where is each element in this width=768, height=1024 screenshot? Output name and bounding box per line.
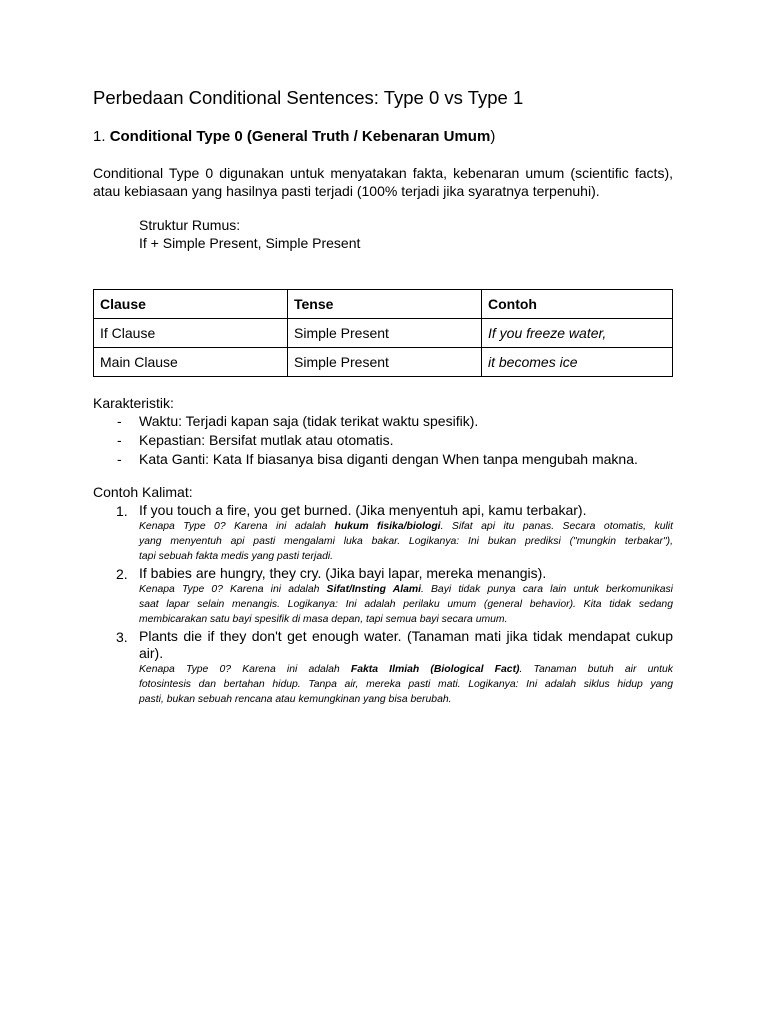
dash-bullet: -	[117, 413, 122, 429]
intro-line: atau kebiasaan yang hasilnya pasti terjadi (100% terjadi jika syaratnya terpenuhi).	[93, 183, 600, 199]
page-title: Perbedaan Conditional Sentences: Type 0 vs Type 1	[93, 87, 524, 108]
note-line: tapi sebuah fakta medis yang pasti terjadi.	[139, 551, 334, 562]
note-highlight: Fakta Ilmiah (Biological Fact)	[350, 664, 520, 675]
note-text: . Bayi tidak punya cara lain untuk berkomunikasi	[421, 584, 673, 595]
dash-bullet: -	[117, 451, 122, 467]
example-sentence: If you touch a fire, you get burned. (Jika menyentuh api, kamu terbakar).	[139, 502, 587, 518]
list-item	[93, 412, 479, 431]
example-sentence: air).	[139, 645, 164, 661]
note-line: saat lapar selain menangis. Logikanya: Ini adalah perilaku umum (general behavior). Kita tidak sedang	[139, 599, 673, 610]
example-note	[139, 582, 673, 627]
table-cell: Main Clause	[94, 348, 288, 377]
section-heading	[93, 127, 495, 147]
example-item	[93, 628, 673, 707]
intro-line: Conditional Type 0 digunakan untuk menyatakan fakta, kebenaran umum (scientific facts),	[93, 165, 673, 181]
table-cell: If Clause	[94, 319, 288, 348]
section-heading-tail: )	[490, 128, 496, 145]
example-item	[93, 502, 673, 564]
note-text: Kenapa Type 0? Karena ini adalah	[139, 521, 335, 532]
note-line: fotosintesis dan bertahan hidup. Tanpa air, mereka pasti mati. Logikanya: Ini adalah siklus hidup yang	[139, 679, 673, 690]
table-cell: it becomes ice	[482, 348, 673, 377]
note-line	[139, 662, 673, 677]
contoh-label: Contoh Kalimat:	[93, 484, 193, 500]
note-highlight: Sifat/Insting Alami	[326, 584, 421, 595]
note-line	[139, 519, 673, 534]
table-row	[94, 319, 673, 348]
example-number: 3.	[116, 629, 128, 645]
example-sentence: If babies are hungry, they cry. (Jika bayi lapar, mereka menangis).	[139, 565, 547, 581]
formula-block	[139, 216, 360, 252]
example-number: 2.	[116, 566, 128, 582]
example-sentence: Plants die if they don't get enough water. (Tanaman mati jika tidak mendapat cukup	[139, 628, 673, 644]
note-line	[139, 582, 673, 597]
example-number: 1.	[116, 503, 128, 519]
note-text: Kenapa Type 0? Karena ini adalah	[139, 584, 327, 595]
section-heading-text: Conditional Type 0 (General Truth / Kebenaran Umum	[109, 128, 491, 145]
note-line: pasti, bukan sebuah rencana atau kemungkinan yang bisa berubah.	[139, 694, 452, 705]
table-header-cell: Contoh	[482, 290, 673, 319]
table-header-cell: Clause	[94, 290, 288, 319]
intro-paragraph	[93, 164, 673, 200]
list-item-text: Kepastian: Bersifat mutlak atau otomatis.	[139, 432, 394, 448]
table-cell: Simple Present	[288, 348, 482, 377]
dash-bullet: -	[117, 432, 122, 448]
formula-text: If + Simple Present, Simple Present	[139, 235, 361, 251]
section-number: 1.	[93, 128, 106, 145]
table-row	[94, 348, 673, 377]
note-text: . Tanaman butuh air untuk	[519, 664, 673, 675]
example-item	[93, 565, 673, 627]
table-header-cell: Tense	[288, 290, 482, 319]
table-cell: Simple Present	[288, 319, 482, 348]
list-item	[93, 450, 638, 469]
table-cell: If you freeze water,	[482, 319, 673, 348]
list-item	[93, 431, 394, 450]
karakteristik-label: Karakteristik:	[93, 395, 174, 411]
example-note	[139, 519, 673, 564]
note-line: membicarakan satu bayi spesifik di masa depan, tapi semua bayi secara umum.	[139, 614, 508, 625]
example-note	[139, 662, 673, 707]
list-item-text: Waktu: Terjadi kapan saja (tidak terikat waktu spesifik).	[139, 413, 479, 429]
karakteristik-section	[93, 394, 638, 469]
contoh-section	[93, 483, 673, 707]
note-text: . Sifat api itu panas. Secara otomatis, kulit	[440, 521, 674, 532]
note-highlight: hukum fisika/biologi	[334, 521, 441, 532]
note-line: yang menyentuh api pasti mengalami luka bakar. Logikanya: Ini bukan prediksi ("mungkin terbakar"),	[139, 536, 673, 547]
formula-label: Struktur Rumus:	[139, 217, 241, 233]
clause-table	[93, 289, 673, 377]
table-header-row	[94, 290, 673, 319]
list-item-text: Kata Ganti: Kata If biasanya bisa diganti dengan When tanpa mengubah makna.	[139, 451, 638, 467]
note-text: Kenapa Type 0? Karena ini adalah	[139, 664, 351, 675]
